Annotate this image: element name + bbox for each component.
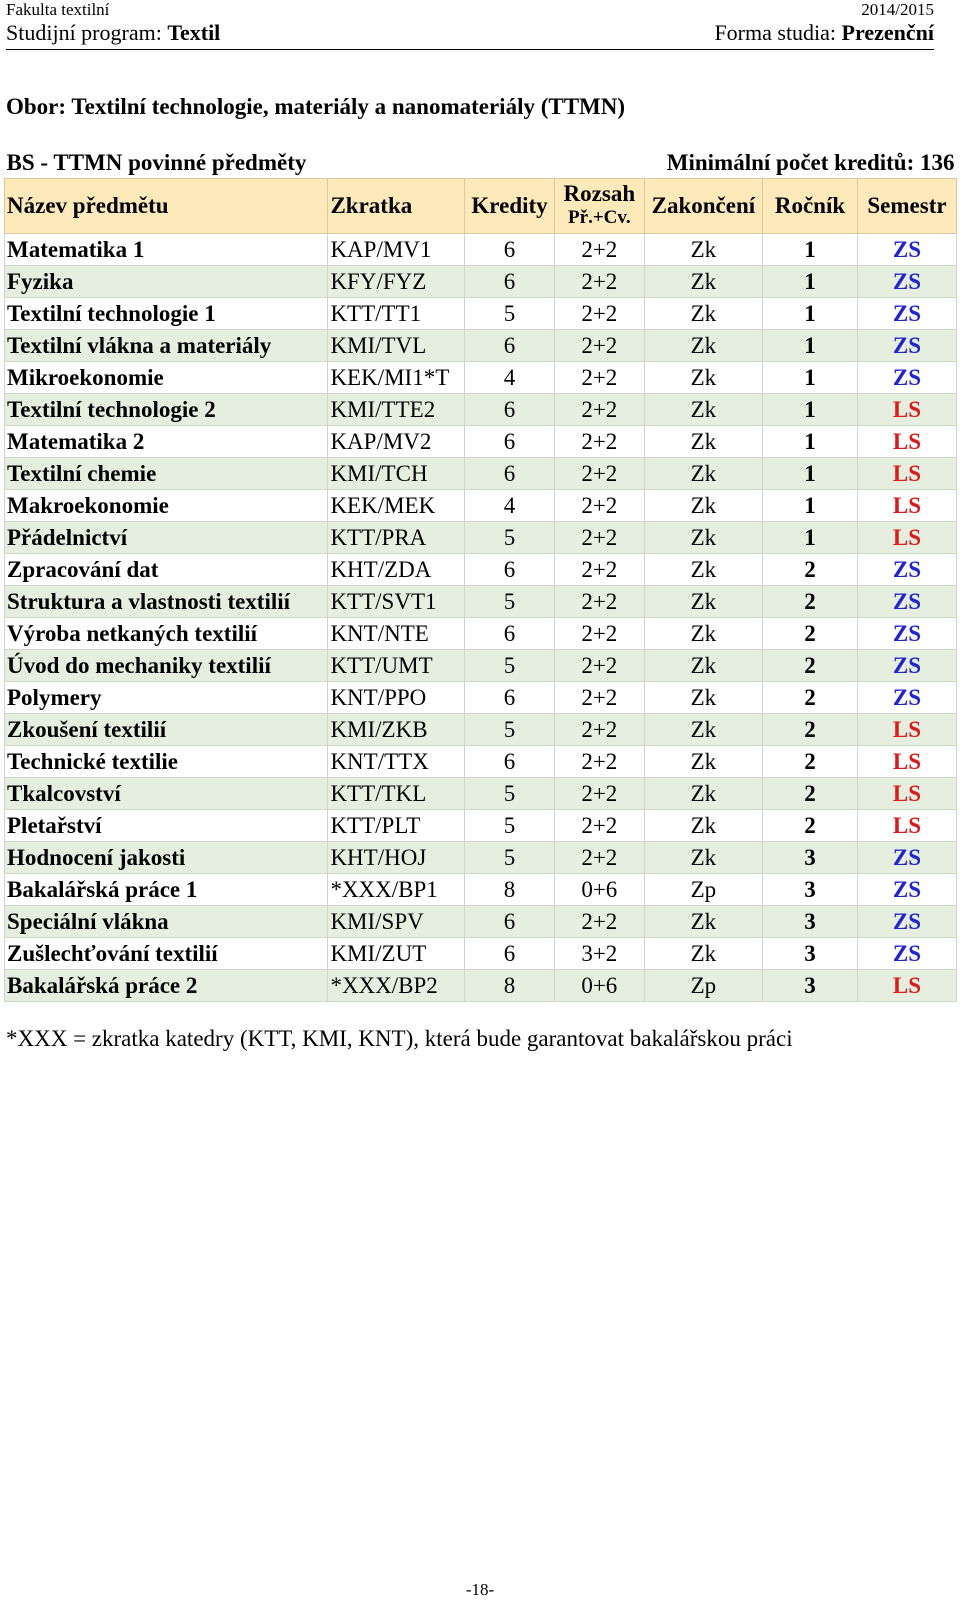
course-semester: ZS — [857, 266, 956, 298]
course-year: 1 — [763, 426, 858, 458]
col-header-scope — [554, 179, 644, 234]
course-scope: 2+2 — [554, 458, 644, 490]
course-semester: LS — [857, 522, 956, 554]
course-code: KTT/SVT1 — [328, 586, 465, 618]
table-row — [5, 906, 957, 938]
course-year: 1 — [763, 234, 858, 266]
course-year: 3 — [763, 842, 858, 874]
course-year: 1 — [763, 330, 858, 362]
study-program — [6, 20, 220, 46]
course-year: 1 — [763, 522, 858, 554]
course-credits: 5 — [465, 298, 555, 330]
col-header-semester: Semestr — [857, 179, 956, 234]
table-row — [5, 714, 957, 746]
course-completion: Zk — [644, 746, 762, 778]
course-semester: ZS — [857, 330, 956, 362]
course-scope: 2+2 — [554, 394, 644, 426]
table-row — [5, 394, 957, 426]
course-code: *XXX/BP1 — [328, 874, 465, 906]
course-year: 2 — [763, 618, 858, 650]
col-header-scope-sub: Př.+Cv. — [568, 207, 631, 228]
course-scope: 2+2 — [554, 522, 644, 554]
table-title: BS - TTMN povinné předměty — [6, 150, 307, 175]
table-row — [5, 330, 957, 362]
course-name: Struktura a vlastnosti textilií — [5, 586, 328, 618]
course-semester: LS — [857, 778, 956, 810]
course-code: KTT/TKL — [328, 778, 465, 810]
course-year: 3 — [763, 874, 858, 906]
course-name: Textilní vlákna a materiály — [5, 330, 328, 362]
course-completion: Zk — [644, 522, 762, 554]
course-name: Výroba netkaných textilií — [5, 618, 328, 650]
course-name: Tkalcovství — [5, 778, 328, 810]
col-header-year: Ročník — [763, 179, 858, 234]
course-completion: Zk — [644, 490, 762, 522]
course-name: Technické textilie — [5, 746, 328, 778]
course-scope: 2+2 — [554, 778, 644, 810]
col-header-code: Zkratka — [328, 179, 465, 234]
course-completion: Zk — [644, 810, 762, 842]
course-code: KMI/TTE2 — [328, 394, 465, 426]
course-credits: 6 — [465, 906, 555, 938]
course-semester: ZS — [857, 842, 956, 874]
course-code: KAP/MV1 — [328, 234, 465, 266]
course-year: 2 — [763, 554, 858, 586]
course-completion: Zk — [644, 458, 762, 490]
col-header-completion: Zakončení — [644, 179, 762, 234]
course-completion: Zp — [644, 874, 762, 906]
course-completion: Zk — [644, 586, 762, 618]
course-semester: ZS — [857, 234, 956, 266]
course-name: Bakalářská práce 1 — [5, 874, 328, 906]
course-year: 2 — [763, 650, 858, 682]
table-row — [5, 554, 957, 586]
course-name: Mikroekonomie — [5, 362, 328, 394]
course-scope: 0+6 — [554, 970, 644, 1002]
course-year: 3 — [763, 970, 858, 1002]
course-scope: 2+2 — [554, 586, 644, 618]
table-row — [5, 522, 957, 554]
table-row — [5, 618, 957, 650]
course-code: KHT/ZDA — [328, 554, 465, 586]
course-year: 2 — [763, 746, 858, 778]
table-row — [5, 650, 957, 682]
course-semester: ZS — [857, 650, 956, 682]
col-header-name: Název předmětu — [5, 179, 328, 234]
table-row — [5, 426, 957, 458]
course-semester: ZS — [857, 938, 956, 970]
course-credits: 8 — [465, 970, 555, 1002]
course-semester: ZS — [857, 682, 956, 714]
table-row — [5, 298, 957, 330]
course-completion: Zk — [644, 234, 762, 266]
course-credits: 6 — [465, 234, 555, 266]
academic-year: 2014/2015 — [861, 0, 934, 19]
study-form — [714, 20, 934, 46]
course-scope: 2+2 — [554, 906, 644, 938]
course-scope: 2+2 — [554, 746, 644, 778]
course-scope: 2+2 — [554, 554, 644, 586]
course-code: KNT/TTX — [328, 746, 465, 778]
course-year: 2 — [763, 682, 858, 714]
course-semester: LS — [857, 394, 956, 426]
course-name: Textilní technologie 2 — [5, 394, 328, 426]
course-code: KHT/HOJ — [328, 842, 465, 874]
course-credits: 6 — [465, 330, 555, 362]
course-completion: Zk — [644, 266, 762, 298]
course-completion: Zk — [644, 842, 762, 874]
course-credits: 5 — [465, 714, 555, 746]
course-name: Textilní chemie — [5, 458, 328, 490]
course-completion: Zk — [644, 682, 762, 714]
table-row — [5, 266, 957, 298]
course-scope: 2+2 — [554, 490, 644, 522]
table-row — [5, 874, 957, 906]
table-title-row — [5, 150, 957, 179]
field-title: Obor: Textilní technologie, materiály a nanomateriály (TTMN) — [6, 94, 626, 119]
course-semester: ZS — [857, 618, 956, 650]
course-semester: LS — [857, 810, 956, 842]
course-credits: 6 — [465, 682, 555, 714]
course-completion: Zk — [644, 362, 762, 394]
course-year: 2 — [763, 586, 858, 618]
course-year: 2 — [763, 714, 858, 746]
course-semester: ZS — [857, 586, 956, 618]
table-row — [5, 586, 957, 618]
table-row — [5, 970, 957, 1002]
course-year: 1 — [763, 458, 858, 490]
course-scope: 2+2 — [554, 298, 644, 330]
table-row — [5, 458, 957, 490]
col-header-scope-label: Rozsah — [563, 181, 636, 206]
course-completion: Zk — [644, 906, 762, 938]
course-code: KTT/TT1 — [328, 298, 465, 330]
course-name: Hodnocení jakosti — [5, 842, 328, 874]
course-name: Pletařství — [5, 810, 328, 842]
course-year: 2 — [763, 810, 858, 842]
table-row — [5, 682, 957, 714]
course-semester: LS — [857, 426, 956, 458]
course-credits: 6 — [465, 618, 555, 650]
course-code: KNT/PPO — [328, 682, 465, 714]
course-scope: 2+2 — [554, 362, 644, 394]
course-code: KMI/TVL — [328, 330, 465, 362]
course-completion: Zk — [644, 650, 762, 682]
course-code: KMI/ZKB — [328, 714, 465, 746]
page-number: -18- — [465, 1580, 495, 1599]
table-row — [5, 234, 957, 266]
course-year: 1 — [763, 490, 858, 522]
course-name: Matematika 1 — [5, 234, 328, 266]
course-code: KEK/MI1*T — [328, 362, 465, 394]
study-form-value: Prezenční — [841, 20, 934, 45]
course-code: KTT/PRA — [328, 522, 465, 554]
course-code: KMI/TCH — [328, 458, 465, 490]
min-credits: Minimální počet kreditů: 136 — [666, 150, 955, 175]
course-scope: 2+2 — [554, 842, 644, 874]
course-code: KMI/ZUT — [328, 938, 465, 970]
course-credits: 6 — [465, 458, 555, 490]
course-code: KNT/NTE — [328, 618, 465, 650]
course-credits: 5 — [465, 522, 555, 554]
col-header-credits: Kredity — [465, 179, 555, 234]
course-scope: 2+2 — [554, 426, 644, 458]
footnote: *XXX = zkratka katedry (KTT, KMI, KNT), která bude garantovat bakalářskou práci — [6, 1026, 793, 1051]
table-row — [5, 810, 957, 842]
course-code: KFY/FYZ — [328, 266, 465, 298]
course-scope: 3+2 — [554, 938, 644, 970]
course-name: Úvod do mechaniky textilií — [5, 650, 328, 682]
course-credits: 5 — [465, 810, 555, 842]
course-credits: 6 — [465, 554, 555, 586]
course-semester: ZS — [857, 874, 956, 906]
table-row — [5, 362, 957, 394]
course-scope: 2+2 — [554, 682, 644, 714]
course-semester: LS — [857, 746, 956, 778]
course-name: Fyzika — [5, 266, 328, 298]
course-completion: Zk — [644, 554, 762, 586]
course-credits: 4 — [465, 362, 555, 394]
course-code: KTT/PLT — [328, 810, 465, 842]
table-row — [5, 746, 957, 778]
course-completion: Zp — [644, 970, 762, 1002]
course-semester: ZS — [857, 298, 956, 330]
course-scope: 2+2 — [554, 266, 644, 298]
course-year: 1 — [763, 298, 858, 330]
course-name: Makroekonomie — [5, 490, 328, 522]
course-completion: Zk — [644, 938, 762, 970]
course-credits: 4 — [465, 490, 555, 522]
course-name: Matematika 2 — [5, 426, 328, 458]
course-completion: Zk — [644, 394, 762, 426]
course-completion: Zk — [644, 778, 762, 810]
course-name: Přádelnictví — [5, 522, 328, 554]
course-code: KMI/SPV — [328, 906, 465, 938]
course-code: *XXX/BP2 — [328, 970, 465, 1002]
course-name: Textilní technologie 1 — [5, 298, 328, 330]
table-row — [5, 842, 957, 874]
header-divider — [6, 49, 934, 50]
course-semester: ZS — [857, 906, 956, 938]
course-year: 3 — [763, 938, 858, 970]
course-credits: 6 — [465, 746, 555, 778]
course-semester: ZS — [857, 362, 956, 394]
courses-body — [5, 234, 957, 1002]
course-code: KEK/MEK — [328, 490, 465, 522]
course-credits: 6 — [465, 266, 555, 298]
course-code: KAP/MV2 — [328, 426, 465, 458]
course-year: 1 — [763, 266, 858, 298]
course-name: Speciální vlákna — [5, 906, 328, 938]
study-program-label: Studijní program: — [6, 20, 168, 45]
course-completion: Zk — [644, 426, 762, 458]
course-semester: LS — [857, 970, 956, 1002]
course-scope: 2+2 — [554, 618, 644, 650]
faculty-name: Fakulta textilní — [6, 0, 110, 19]
study-form-label: Forma studia: — [714, 20, 842, 45]
course-credits: 5 — [465, 586, 555, 618]
course-credits: 5 — [465, 842, 555, 874]
course-year: 2 — [763, 778, 858, 810]
course-year: 1 — [763, 394, 858, 426]
course-credits: 6 — [465, 426, 555, 458]
course-scope: 2+2 — [554, 810, 644, 842]
course-semester: LS — [857, 458, 956, 490]
course-completion: Zk — [644, 618, 762, 650]
course-name: Polymery — [5, 682, 328, 714]
table-row — [5, 490, 957, 522]
course-completion: Zk — [644, 330, 762, 362]
course-scope: 0+6 — [554, 874, 644, 906]
course-completion: Zk — [644, 298, 762, 330]
table-row — [5, 778, 957, 810]
study-program-value: Textil — [167, 20, 221, 45]
table-header-row — [5, 179, 957, 234]
table-row — [5, 938, 957, 970]
course-name: Bakalářská práce 2 — [5, 970, 328, 1002]
course-completion: Zk — [644, 714, 762, 746]
course-name: Zušlechťování textilií — [5, 938, 328, 970]
course-year: 1 — [763, 362, 858, 394]
course-credits: 6 — [465, 394, 555, 426]
course-credits: 5 — [465, 650, 555, 682]
course-credits: 5 — [465, 778, 555, 810]
course-code: KTT/UMT — [328, 650, 465, 682]
course-year: 3 — [763, 906, 858, 938]
course-semester: ZS — [857, 554, 956, 586]
course-scope: 2+2 — [554, 650, 644, 682]
course-semester: LS — [857, 490, 956, 522]
course-name: Zpracování dat — [5, 554, 328, 586]
course-credits: 8 — [465, 874, 555, 906]
course-scope: 2+2 — [554, 714, 644, 746]
course-name: Zkoušení textilií — [5, 714, 328, 746]
course-semester: LS — [857, 714, 956, 746]
course-credits: 6 — [465, 938, 555, 970]
course-scope: 2+2 — [554, 330, 644, 362]
courses-table — [4, 150, 957, 1002]
course-scope: 2+2 — [554, 234, 644, 266]
